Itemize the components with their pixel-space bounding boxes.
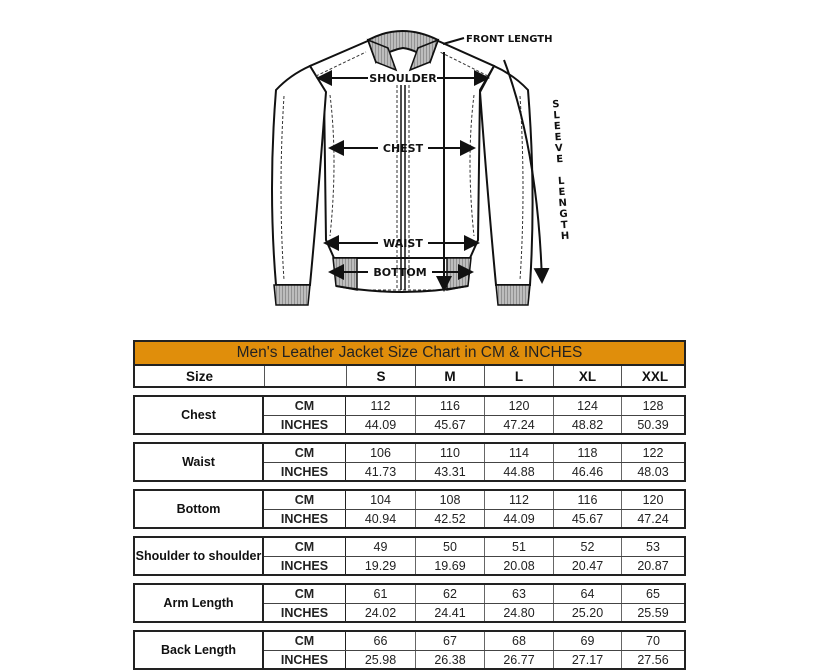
table-cell: 26.38 xyxy=(415,651,484,668)
size-header-xxl: XXL xyxy=(621,366,688,386)
measurement-group xyxy=(133,489,686,529)
table-cell: 63 xyxy=(484,585,553,603)
measurement-name: Waist xyxy=(135,444,264,480)
table-cell: 66 xyxy=(373,634,388,648)
table-cell: 114 xyxy=(484,444,553,462)
unit-label: INCHES xyxy=(264,557,346,574)
table-cell: 120 xyxy=(484,397,553,415)
table-row-cm xyxy=(264,444,684,462)
table-row-inches xyxy=(264,603,684,621)
table-row-cm xyxy=(264,585,684,603)
label-chest: CHEST xyxy=(382,142,424,155)
table-cell: 26.77 xyxy=(484,651,553,668)
label-front-length: FRONT LENGTH xyxy=(466,34,553,45)
measurement-name: Shoulder to shoulder xyxy=(135,538,264,574)
size-header-m: M xyxy=(415,366,484,386)
table-cell: 108 xyxy=(415,491,484,509)
table-cell: 24.41 xyxy=(415,604,484,621)
table-row-inches xyxy=(264,650,684,668)
table-cell: 20.08 xyxy=(484,557,553,574)
table-cell: 40.94 xyxy=(364,511,397,526)
table-row-inches xyxy=(264,509,684,527)
unit-label: INCHES xyxy=(264,510,346,527)
table-cell: 20.47 xyxy=(553,557,621,574)
unit-header xyxy=(264,366,346,386)
unit-label: CM xyxy=(264,632,346,650)
table-cell: 106 xyxy=(370,446,391,460)
measurement-name: Chest xyxy=(135,397,264,433)
jacket-diagram xyxy=(0,0,822,330)
table-cell: 62 xyxy=(415,585,484,603)
table-cell: 104 xyxy=(370,493,391,507)
table-cell: 47.24 xyxy=(484,416,553,433)
table-cell: 50 xyxy=(415,538,484,556)
table-row-cm xyxy=(264,491,684,509)
unit-label: CM xyxy=(264,444,346,462)
table-cell: 50.39 xyxy=(621,416,684,433)
measurement-name: Arm Length xyxy=(135,585,264,621)
table-cell: 24.80 xyxy=(484,604,553,621)
table-cell: 46.46 xyxy=(553,463,621,480)
size-header-l: L xyxy=(484,366,553,386)
table-cell: 124 xyxy=(553,397,621,415)
table-row-inches xyxy=(264,556,684,574)
table-cell: 27.17 xyxy=(553,651,621,668)
measurement-group xyxy=(133,536,686,576)
table-cell: 65 xyxy=(621,585,684,603)
cuff-left xyxy=(274,285,310,305)
table-cell: 19.69 xyxy=(415,557,484,574)
label-bottom: BOTTOM xyxy=(373,266,427,279)
table-cell: 45.67 xyxy=(553,510,621,527)
unit-label: CM xyxy=(264,491,346,509)
measurement-name: Bottom xyxy=(135,491,264,527)
measurement-group xyxy=(133,395,686,435)
unit-label: INCHES xyxy=(264,651,346,668)
measurement-group xyxy=(133,630,686,670)
table-cell: 51 xyxy=(484,538,553,556)
table-cell: 44.09 xyxy=(364,417,397,432)
table-cell: 112 xyxy=(370,399,391,413)
size-header: Size xyxy=(185,368,213,384)
unit-label: CM xyxy=(264,585,346,603)
table-cell: 64 xyxy=(553,585,621,603)
table-cell: 70 xyxy=(621,632,684,650)
table-cell: 69 xyxy=(553,632,621,650)
measurement-group xyxy=(133,583,686,623)
table-cell: 112 xyxy=(484,491,553,509)
table-cell: 19.29 xyxy=(364,558,397,573)
measurement-name: Back Length xyxy=(135,632,264,668)
table-title: Men's Leather Jacket Size Chart in CM & INCHES xyxy=(133,340,686,365)
label-waist: WAIST xyxy=(383,237,423,250)
table-cell: 61 xyxy=(373,587,388,601)
size-chart-table xyxy=(133,340,686,670)
label-sleeve-length: SLEEVE LENGTH xyxy=(549,98,571,243)
unit-label: INCHES xyxy=(264,463,346,480)
table-row-inches xyxy=(264,462,684,480)
table-cell: 68 xyxy=(484,632,553,650)
table-cell: 44.09 xyxy=(484,510,553,527)
table-header-row xyxy=(133,365,686,388)
unit-label: CM xyxy=(264,397,346,415)
table-cell: 120 xyxy=(621,491,684,509)
cuff-right xyxy=(496,285,530,305)
table-cell: 118 xyxy=(553,444,621,462)
table-cell: 48.03 xyxy=(621,463,684,480)
table-cell: 44.88 xyxy=(484,463,553,480)
table-cell: 128 xyxy=(621,397,684,415)
table-cell: 41.73 xyxy=(364,464,397,479)
table-cell: 67 xyxy=(415,632,484,650)
table-cell: 24.02 xyxy=(364,605,397,620)
label-shoulder: SHOULDER xyxy=(369,72,437,85)
table-cell: 48.82 xyxy=(553,416,621,433)
table-cell: 45.67 xyxy=(415,416,484,433)
table-cell: 27.56 xyxy=(621,651,684,668)
unit-label: INCHES xyxy=(264,416,346,433)
table-cell: 53 xyxy=(621,538,684,556)
size-header-xl: XL xyxy=(553,366,621,386)
table-row-cm xyxy=(264,397,684,415)
table-cell: 42.52 xyxy=(415,510,484,527)
table-cell: 49 xyxy=(373,540,388,554)
table-cell: 43.31 xyxy=(415,463,484,480)
table-cell: 110 xyxy=(415,444,484,462)
table-cell: 116 xyxy=(553,491,621,509)
table-row-cm xyxy=(264,632,684,650)
table-cell: 20.87 xyxy=(621,557,684,574)
table-cell: 47.24 xyxy=(621,510,684,527)
table-cell: 25.59 xyxy=(621,604,684,621)
table-cell: 25.20 xyxy=(553,604,621,621)
table-cell: 122 xyxy=(621,444,684,462)
measurement-group xyxy=(133,442,686,482)
unit-label: CM xyxy=(264,538,346,556)
table-row-inches xyxy=(264,415,684,433)
size-header-s: S xyxy=(346,366,415,386)
table-cell: 116 xyxy=(415,397,484,415)
table-row-cm xyxy=(264,538,684,556)
table-cell: 52 xyxy=(553,538,621,556)
table-cell: 25.98 xyxy=(364,652,397,667)
unit-label: INCHES xyxy=(264,604,346,621)
